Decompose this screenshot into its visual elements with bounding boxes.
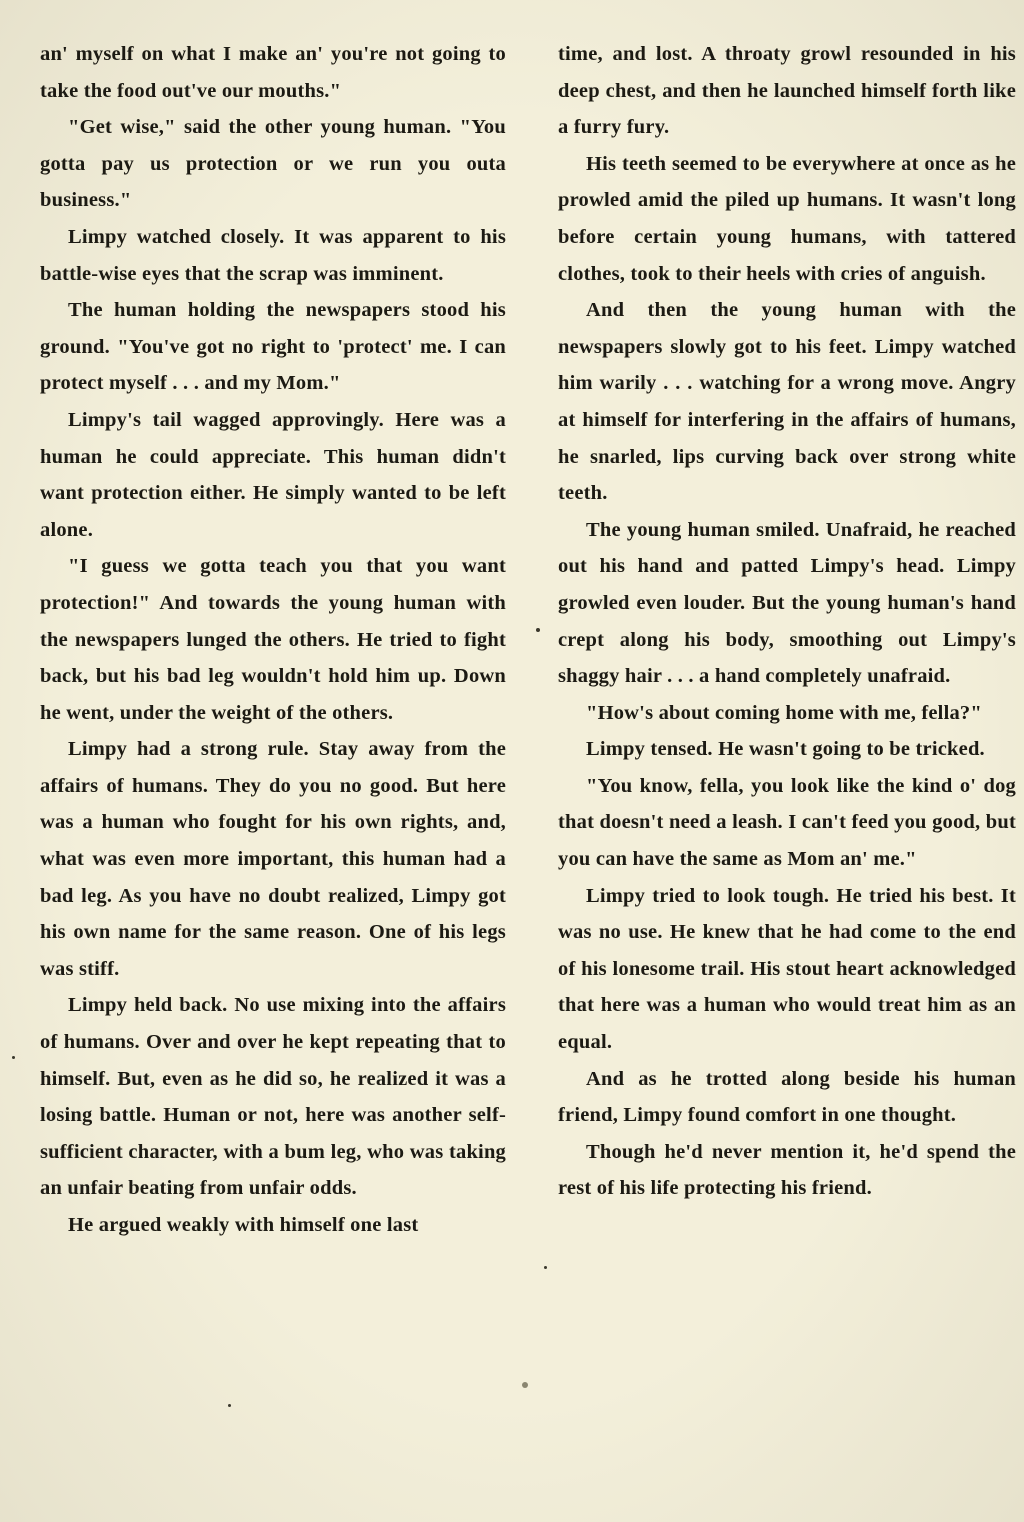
- paragraph: And as he trotted along beside his human friend, Limpy found comfort in one thought.: [558, 1067, 1016, 1127]
- paragraph: Though he'd never mention it, he'd spend the rest of his life protecting his friend.: [558, 1140, 1016, 1200]
- paragraph: "I guess we gotta teach you that you want protection!" And towards the young human with the newspapers lunged the others. He tried to fight back, but his bad leg wouldn't hold him up. Down he went, under the weight of the others.: [40, 555, 506, 724]
- paragraph: His teeth seemed to be everywhere at once as he prowled amid the piled up humans. It wasn't long before certain young humans, with tattered clothes, took to their heels with cries of anguish.: [558, 152, 1016, 285]
- paragraph: Limpy had a strong rule. Stay away from the affairs of humans. They do you no good. But here was a human who fought for his own rights, and, what was even more important, this human had a bad leg. As you have no doubt realized, Limpy got his own name for the same reason. One of his legs was stiff.: [40, 738, 506, 980]
- paragraph: And then the young human with the newspapers slowly got to his feet. Limpy watched him warily . . . watching for a wrong move. Angry at himself for interfering in the affairs of humans, he snarled, lips curving back over strong white teeth.: [558, 299, 1016, 505]
- ink-speck: [544, 1266, 547, 1269]
- paragraph: Limpy's tail wagged approvingly. Here was a human he could appreciate. This human didn't want protection either. He simply wanted to be left alone.: [40, 408, 506, 541]
- text-column-left: [40, 36, 506, 1244]
- paragraph: Limpy tensed. He wasn't going to be tricked.: [586, 738, 985, 761]
- ink-speck: [12, 1056, 15, 1059]
- paragraph: an' myself on what I make an' you're not going to take the food out've our mouths.": [40, 43, 506, 102]
- paragraph: "You know, fella, you look like the kind o' dog that doesn't need a leash. I can't feed you good, but you can have the same as Mom an' me.": [558, 774, 1016, 871]
- paragraph: The human holding the newspapers stood his ground. "You've got no right to 'protect' me. I can protect myself . . . and my Mom.": [40, 299, 506, 395]
- ink-speck: [536, 628, 540, 632]
- paragraph: The young human smiled. Unafraid, he reached out his hand and patted Limpy's head. Limpy growled even louder. But the young human's hand crept along his body, smoothing out Limpy's shaggy hair . . . a hand completely unafraid.: [558, 518, 1016, 688]
- ink-speck: [228, 1404, 231, 1407]
- paragraph: time, and lost. A throaty growl resounded in his deep chest, and then he launched himself forth like a furry fury.: [558, 43, 1016, 139]
- ink-speck: [522, 1382, 528, 1388]
- paragraph: He argued weakly with himself one last: [68, 1214, 419, 1236]
- paragraph: Limpy watched closely. It was apparent to his battle-wise eyes that the scrap was imminent.: [40, 225, 506, 285]
- paragraph: "Get wise," said the other young human. "You gotta pay us protection or we run you outa business.": [40, 116, 506, 212]
- text-column-right: [558, 36, 1016, 1207]
- paragraph: "How's about coming home with me, fella?": [586, 701, 982, 724]
- paragraph: Limpy tried to look tough. He tried his best. It was no use. He knew that he had come to the end of his lonesome trail. His stout heart acknowledged that here was a human who would treat him as an equal.: [558, 884, 1016, 1054]
- paragraph: Limpy held back. No use mixing into the affairs of humans. Over and over he kept repeating that to himself. But, even as he did so, he realized it was a losing battle. Human or not, here was another self-sufficient character, with a bum leg, who was taking an unfair beating from unfair odds.: [40, 994, 506, 1200]
